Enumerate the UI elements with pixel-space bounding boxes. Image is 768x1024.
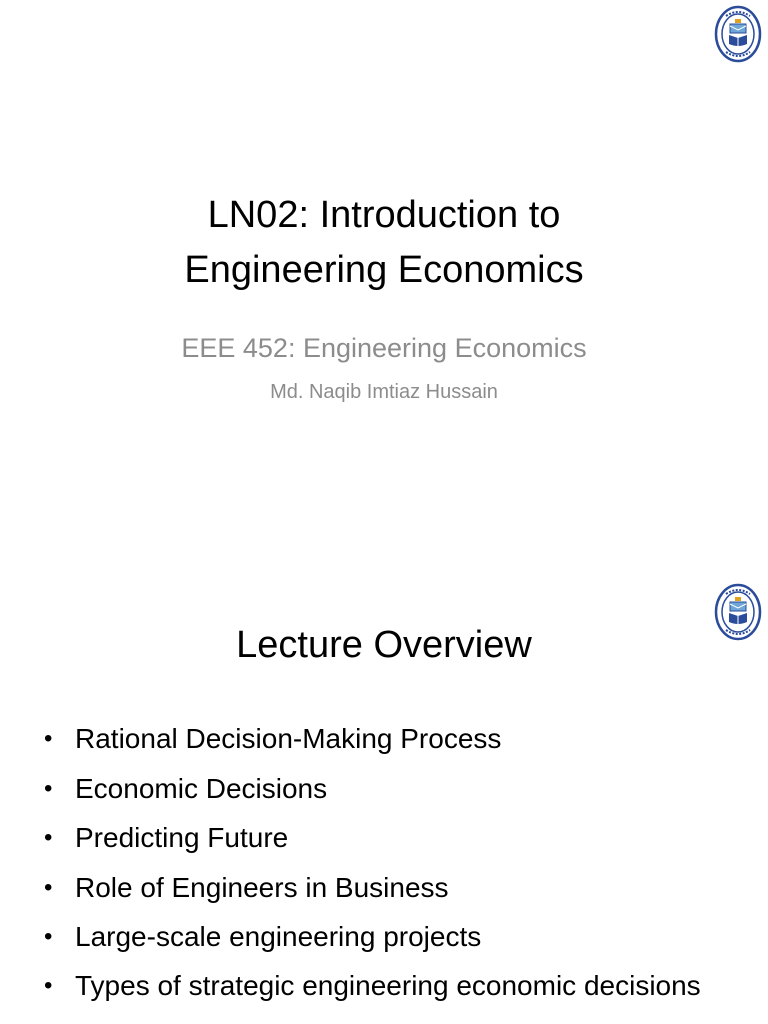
list-item: [42, 764, 742, 814]
list-item-text: Predicting Future: [75, 822, 289, 853]
university-seal-icon: [714, 4, 762, 64]
list-item-text: Large-scale engineering projects: [75, 921, 482, 952]
bullet-icon: •: [44, 824, 53, 851]
list-item-text: Economic Decisions: [75, 772, 328, 804]
list-item-text: Role of Engineers in Business: [75, 871, 449, 903]
list-item: [42, 962, 742, 1008]
list-item-text: Types of strategic engineering economic decisions: [75, 969, 701, 1001]
title-line-1: LN02: Introduction to: [207, 194, 561, 236]
list-item: [42, 714, 742, 764]
slide-title: [0, 188, 768, 298]
list-item-text: Rational Decision-Making Process: [75, 723, 502, 754]
bullet-icon: •: [44, 725, 53, 752]
overview-bullet-list: [42, 714, 742, 1008]
bullet-icon: •: [44, 774, 53, 802]
bullet-icon: •: [44, 971, 53, 999]
overview-slide: [0, 560, 768, 1024]
list-item: [42, 813, 742, 863]
list-item: [42, 863, 742, 913]
list-item: [42, 912, 742, 962]
course-subtitle: EEE 452: Engineering Economics: [181, 333, 587, 363]
bullet-icon: •: [44, 923, 53, 950]
author-name: Md. Naqib Imtiaz Hussain: [270, 381, 498, 403]
title-line-2: Engineering Economics: [184, 249, 584, 291]
overview-title: Lecture Overview: [236, 624, 532, 666]
bullet-icon: •: [44, 873, 53, 901]
